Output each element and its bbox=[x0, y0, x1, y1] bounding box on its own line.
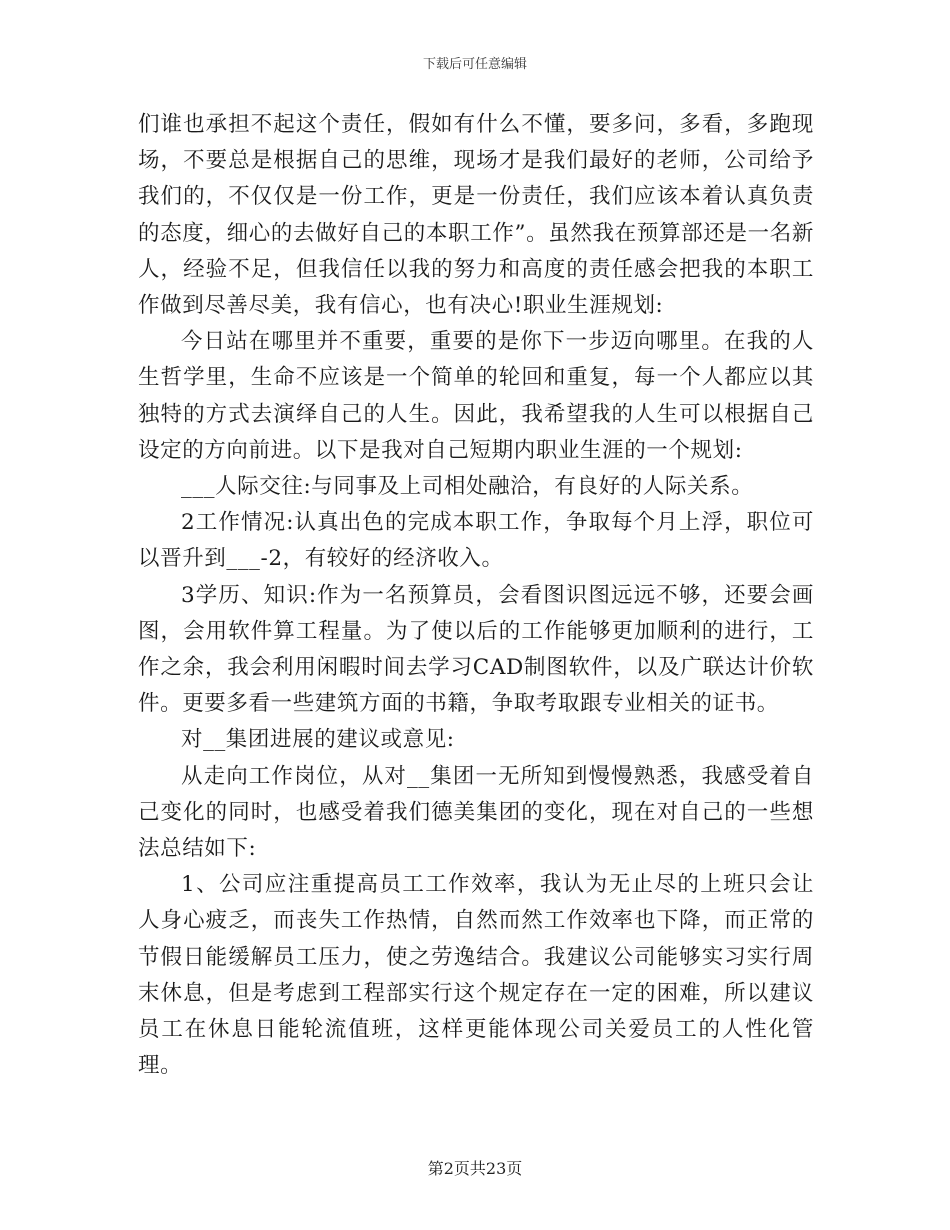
paragraph: 今日站在哪里并不重要，重要的是你下一步迈向哪里。在我的人生哲学里，生命不应该是一个简单的轮回和重复，每一个人都应以其独特的方式去演绎自己的人生。因此，我希望我的人生可以根据自己设定的方向前进。以下是我对自己短期内职业生涯的一个规划: bbox=[138, 329, 814, 463]
paragraph: 从走向工作岗位，从对__集团一无所知到慢慢熟悉，我感受着自己变化的同时，也感受着我们德美集团的变化，现在对自己的一些想法总结如下: bbox=[138, 763, 814, 862]
paragraph: 3学历、知识:作为一名预算员，会看图识图远远不够，还要会画图，会用软件算工程量。为了使以后的工作能够更加顺利的进行，工作之余，我会利用闲暇时间去学习CAD制图软件，以及广联达计价软件。更要多看一些建筑方面的书籍，争取考取跟专业相关的证书。 bbox=[138, 582, 814, 717]
paragraph: 对__集团进展的建议或意见: bbox=[181, 727, 455, 753]
paragraph: 1、公司应注重提高员工工作效率，我认为无止尽的上班只会让人身心疲乏，而丧失工作热情，自然而然工作效率也下降，而正常的节假日能缓解员工压力，使之劳逸结合。我建议公司能够实习实行周末休息，但是考虑到工程部实行这个规定存在一定的困难，所以建议员工在休息日能轮流值班，这样更能体现公司关爱员工的人性化管理。 bbox=[138, 872, 814, 1079]
paragraph: 2工作情况:认真出色的完成本职工作，争取每个月上浮，职位可以晋升到___-2，有较好的经济收入。 bbox=[138, 510, 814, 572]
paragraph: ___人际交往:与同事及上司相处融洽，有良好的人际关系。 bbox=[181, 474, 754, 500]
paragraph: 们谁也承担不起这个责任，假如有什么不懂，要多问，多看，多跑现场，不要总是根据自己的思维，现场才是我们最好的老师，公司给予我们的，不仅仅是一份工作，更是一份责任，我们应该本着认真负责的态度，细心的去做好自己的本职工作”。虽然我在预算部还是一名新人，经验不足，但我信任以我的努力和高度的责任感会把我的本职工作做到尽善尽美，我有信心，也有决心!职业生涯规划: bbox=[138, 112, 814, 319]
page-number: 第2页共23页 bbox=[427, 1159, 523, 1178]
page-header: 下载后可任意编辑 bbox=[422, 57, 527, 72]
document-body bbox=[138, 107, 814, 1084]
